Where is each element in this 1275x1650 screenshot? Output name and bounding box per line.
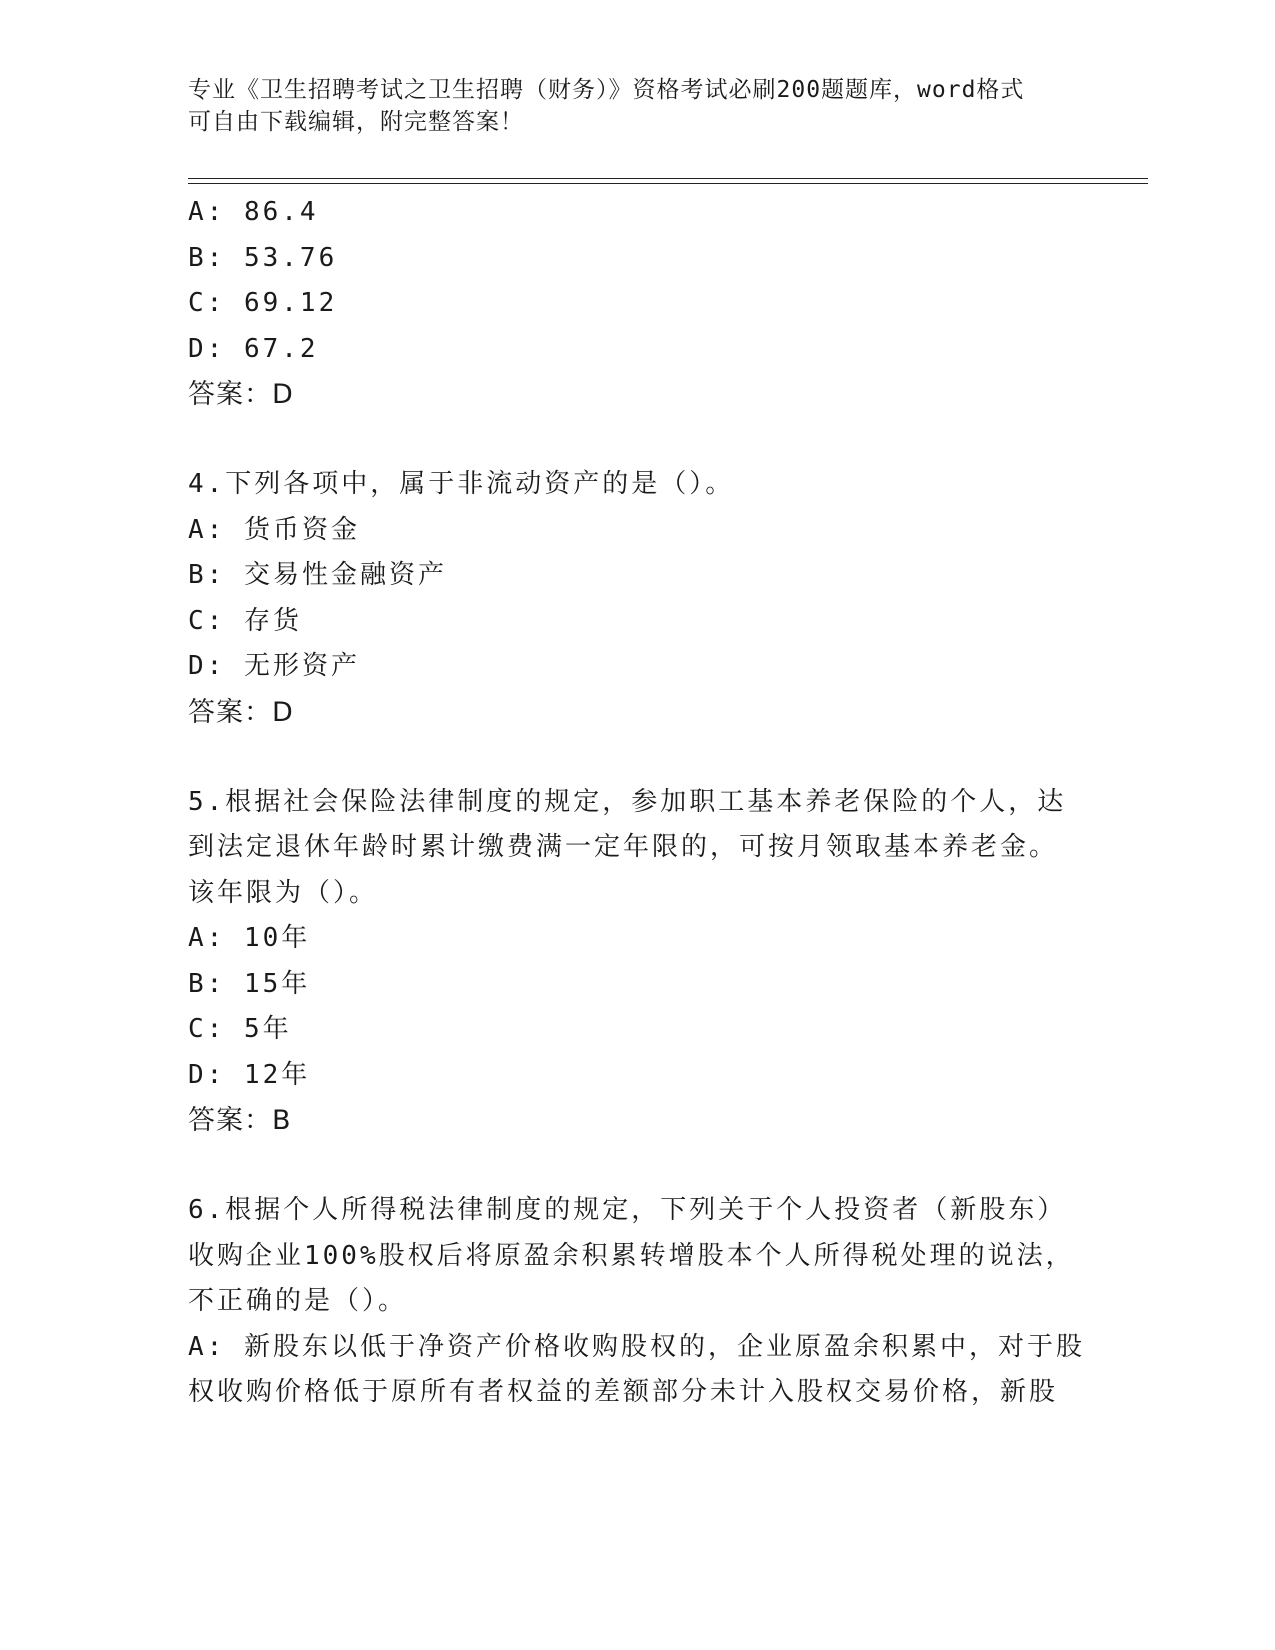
question-stem: 该年限为（）。: [188, 877, 379, 908]
document-header: [188, 74, 1088, 138]
header-title-line-2: 可自由下载编辑，附完整答案！: [188, 109, 524, 135]
answer-line: 答案：B: [188, 1105, 292, 1136]
question-stem: 4.下列各项中，属于非流动资产的是（）。: [188, 469, 735, 499]
option-a: A: 10年: [188, 923, 311, 953]
option-b: B: 15年: [188, 968, 311, 999]
question-stem: 不正确的是（）。: [188, 1286, 408, 1316]
option-c: C: 69.12: [188, 288, 338, 318]
question-stem: 收购企业100%股权后将原盈余积累转增股本个人所得税处理的说法，: [188, 1240, 1075, 1271]
header-title-line-1: 专业《卫生招聘考试之卫生招聘（财务）》资格考试必刷200题题库，word格式: [188, 77, 1025, 103]
question-list: [188, 190, 1088, 1416]
option-a-continued: 权收购价格低于原所有者权益的差额部分未计入股权交易价格，新股: [188, 1377, 1059, 1407]
header-divider-top: [188, 178, 1148, 179]
question-4-block: [188, 462, 1088, 735]
option-d: D: 12年: [188, 1059, 311, 1090]
question-3-block: [188, 190, 1088, 417]
answer-line: 答案：D: [188, 379, 294, 410]
question-stem: 到法定退休年龄时累计缴费满一定年限的，可按月领取基本养老金。: [188, 832, 1059, 862]
question-stem: 6.根据个人所得税法律制度的规定，下列关于个人投资者（新股东）: [188, 1195, 1067, 1225]
option-b: B: 交易性金融资产: [188, 560, 447, 590]
option-c: C: 5年: [188, 1014, 292, 1044]
option-a: A: 新股东以低于净资产价格收购股权的，企业原盈余积累中，对于股: [188, 1331, 1085, 1362]
option-d: D: 67.2: [188, 333, 319, 364]
question-5-block: [188, 780, 1088, 1144]
option-a: A: 86.4: [188, 197, 319, 227]
header-divider-bottom: [188, 183, 1148, 184]
option-d: D: 无形资产: [188, 651, 360, 681]
option-b: B: 53.76: [188, 242, 338, 273]
question-6-block: [188, 1188, 1088, 1416]
option-c: C: 存货: [188, 605, 302, 636]
question-stem: 5.根据社会保险法律制度的规定，参加职工基本养老保险的个人，达: [188, 786, 1067, 817]
option-a: A: 货币资金: [188, 514, 360, 545]
answer-line: 答案：D: [188, 696, 294, 728]
